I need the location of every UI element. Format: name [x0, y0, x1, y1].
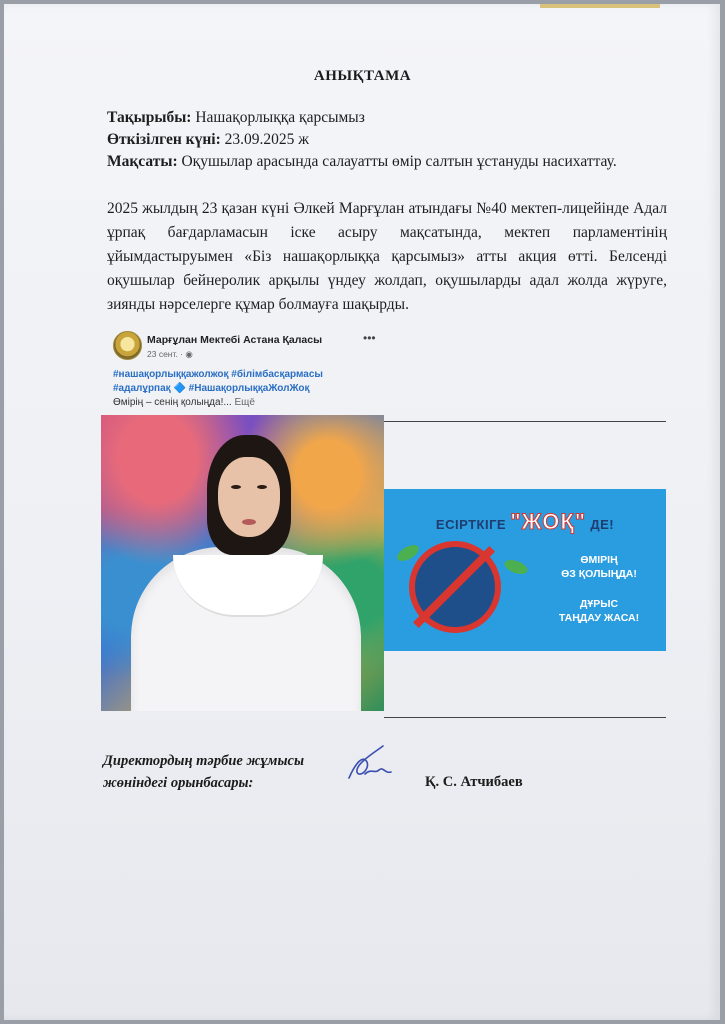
poster-slogan-2b: ТАҢДАУ ЖАСА!	[558, 612, 640, 624]
facebook-post-header	[113, 331, 383, 421]
student-video-still	[101, 415, 384, 711]
goal-value: Оқушылар арасында салауатты өмір салтын ұстануды насихаттау.	[177, 153, 617, 170]
post-date: 23 сент. · ◉	[147, 349, 193, 359]
goal-line	[107, 153, 617, 171]
post-caption	[113, 397, 255, 408]
divider-line-bottom	[384, 717, 666, 718]
document-title: АНЫҚТАМА	[313, 68, 412, 84]
handwritten-signature	[345, 744, 395, 786]
globe-icon: ◉	[185, 349, 193, 359]
hashtags-line-1: #нашақорлыққажолжоқ #білімбасқармасы	[113, 369, 323, 380]
hashtags-line-2: #адалұрпақ 🔷 #НашақорлыққаЖолЖоқ	[113, 383, 310, 394]
anti-drug-poster	[384, 489, 666, 651]
poster-headline-post: ДЕ!	[586, 517, 615, 532]
student-face	[218, 457, 280, 537]
position-line-2: жөніндегі орынбасары:	[103, 775, 254, 791]
page-name: Марғұлан Мектебі Астана Қаласы	[147, 334, 323, 346]
divider-line-top	[384, 421, 666, 422]
ellipsis-icon: •••	[363, 331, 376, 345]
page-avatar	[113, 331, 142, 360]
leaf-icon	[503, 557, 530, 576]
position-line-1: Директордың тәрбие жұмысы	[103, 753, 305, 769]
see-more-link: Ещё	[231, 397, 255, 408]
date-label: Өткізілген күні:	[107, 131, 221, 148]
date-value: 23.09.2025 ж	[220, 131, 309, 148]
student-eye-left	[231, 485, 241, 489]
poster-slogan-1a: ӨМІРІҢ	[580, 554, 618, 566]
topic-line	[107, 109, 365, 127]
goal-label: Мақсаты:	[107, 153, 178, 170]
poster-headline-pre: ЕСІРТКІГЕ	[435, 517, 511, 532]
poster-slogan-1	[544, 553, 654, 581]
student-eye-right	[257, 485, 267, 489]
hashtags	[113, 368, 323, 396]
poster-slogan-2a: ДҰРЫС	[579, 598, 619, 610]
signatory-position	[103, 750, 304, 794]
caption-text: Өмірің – сенің қолыңда!...	[113, 397, 232, 408]
date-line	[107, 131, 309, 149]
poster-slogan-1b: ӨЗ ҚОЛЫҢДА!	[561, 568, 637, 580]
signatory-name: Қ. С. Атчибаев	[425, 774, 523, 790]
post-date-text: 23 сент.	[147, 349, 178, 359]
tape-mark	[540, 4, 660, 8]
poster-headline-main: "ЖОҚ"	[510, 509, 587, 534]
topic-label: Тақырыбы:	[107, 109, 192, 126]
body-paragraph: 2025 жылдың 23 қазан күні Әлкей Марғұлан атындағы №40 мектеп-лицейінде Адал ұрпақ бағдарламасын іске асыру мақсатында, мектеп парламентінің ұйымдастыруымен «Біз нашақорлыққа қарсымыз» атты акция өтті. Белсенді оқушылар бейнеролик арқылы үндеу жолдап, оқушыларды адал жолда жүруге, зиянды нәрселерге құмар болмауға шақырды.	[107, 200, 667, 313]
topic-value: Нашақорлыққа қарсымыз	[191, 109, 365, 126]
poster-headline	[384, 509, 666, 535]
poster-slogan-2	[544, 597, 654, 625]
student-mouth	[242, 519, 256, 525]
